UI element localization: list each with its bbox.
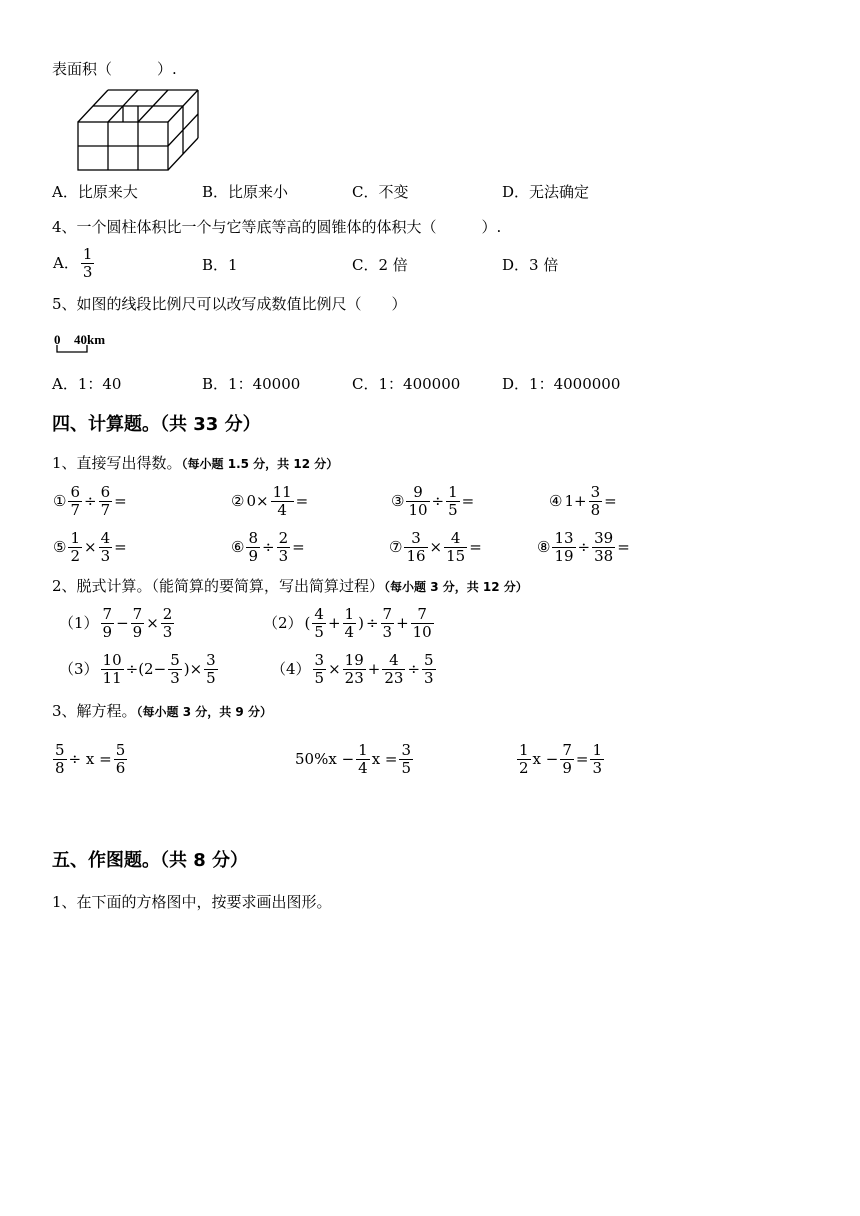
q3-stem-tail: 表面积（ ）. — [52, 60, 177, 78]
q4-stem: 4、一个圆柱体积比一个与它等底等高的圆锥体的体积大（ ）. — [52, 218, 502, 236]
q3-option-a: A．比原来大 — [52, 183, 138, 201]
calc-item-7: ⑦ $\frac{3}{16}$ × $\frac{4}{15}$ = — [389, 529, 482, 565]
calc-item-1: ① $\frac{6}{7}$ ÷ $\frac{6}{7}$ = — [53, 483, 127, 519]
q4-option-b: B．1 — [202, 256, 238, 274]
q4-option-d: D．3 倍 — [502, 256, 559, 274]
q5-option-a: A．1：40 — [52, 375, 122, 393]
scale-bar — [52, 330, 132, 354]
scale-bar-line — [52, 344, 92, 354]
s4-p3-label: 3、解方程。 — [52, 702, 137, 720]
q3-option-b: B．比原来小 — [202, 183, 289, 201]
scale-zero: 0 — [54, 332, 61, 347]
calc-item-5: ⑤ $\frac{1}{2}$ × $\frac{4}{3}$ = — [53, 529, 127, 565]
s4-p1-heading — [52, 456, 338, 471]
s4-p2-heading — [52, 579, 528, 594]
s4-p3-note: （每小题 3 分，共 9 分） — [136, 705, 272, 719]
q4-option-a-label: A． — [53, 254, 79, 272]
s4-p2-label: 2、脱式计算。（能简算的要简算，写出简算过程） — [52, 577, 385, 595]
calc-item-2: ② 0× $\frac{11}{4}$ = — [231, 483, 309, 519]
s4-p2-note: （每小题 3 分，共 12 分） — [384, 580, 528, 594]
q5-stem: 5、如图的线段比例尺可以改写成数值比例尺（ ） — [52, 295, 407, 313]
expr-1: （1） $\frac{7}{9}$ − $\frac{7}{9}$ × $\frac{2}{3}$ — [59, 605, 173, 641]
calc-item-8: ⑧ $\frac{13}{19}$ ÷ $\frac{39}{38}$ = — [537, 529, 630, 565]
expr-2: （2） ( $\frac{4}{5}$ + $\frac{1}{4}$ ) ÷ $\frac{7}{3}$ + $\frac{7}{10}$ — [263, 605, 432, 641]
fraction: $\frac{1}{3}$ — [82, 245, 93, 281]
q5-option-d: D．1：4000000 — [502, 375, 621, 393]
equation-3: $\frac{1}{2}$ x − $\frac{7}{9}$ = $\frac{1}{3}$ — [519, 741, 603, 777]
s4-p3-heading — [52, 704, 272, 719]
section4-title: 四、计算题。（共 33 分） — [52, 414, 261, 435]
s5-p1: 1、在下面的方格图中，按要求画出图形。 — [52, 893, 332, 911]
expr-3: （3） $\frac{10}{11}$ ÷(2− $\frac{5}{3}$ )× $\frac{3}{5}$ — [59, 651, 216, 687]
scale-value: 40km — [74, 332, 106, 347]
s4-p1-note: （每小题 1.5 分，共 12 分） — [181, 457, 339, 471]
stacked-cubes-figure — [74, 86, 200, 174]
q5-option-b: B．1：40000 — [202, 375, 301, 393]
section5-title: 五、作图题。（共 8 分） — [52, 850, 249, 871]
expr-4: （4） $\frac{3}{5}$ × $\frac{19}{23}$ + $\frac{4}{23}$ ÷ $\frac{5}{3}$ — [271, 651, 434, 687]
calc-item-3: ③ $\frac{9}{10}$ ÷ $\frac{1}{5}$ = — [391, 483, 475, 519]
calc-item-6: ⑥ $\frac{8}{9}$ ÷ $\frac{2}{3}$ = — [231, 529, 305, 565]
q3-option-c: C．不变 — [352, 183, 409, 201]
equation-2: 50%x − $\frac{1}{4}$ x = $\frac{3}{5}$ — [295, 741, 412, 777]
equation-1: $\frac{5}{8}$ ÷ x = $\frac{5}{6}$ — [55, 741, 126, 777]
q3-option-d: D．无法确定 — [502, 183, 590, 201]
q5-option-c: C．1：400000 — [352, 375, 461, 393]
q4-option-a — [52, 246, 95, 281]
q4-option-c: C．2 倍 — [352, 256, 408, 274]
calc-item-4: ④ 1+ $\frac{3}{8}$ = — [549, 483, 617, 519]
s4-p1-label: 1、直接写出得数。 — [52, 454, 182, 472]
